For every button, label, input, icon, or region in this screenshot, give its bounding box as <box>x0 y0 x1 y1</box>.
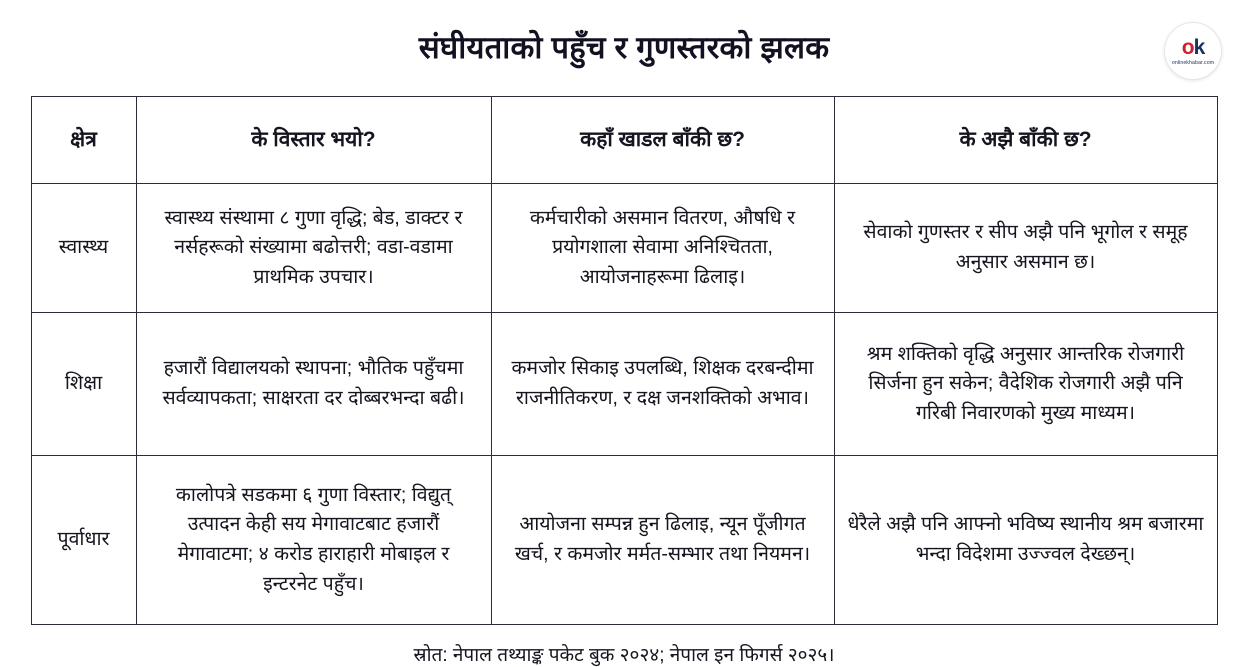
row-label-education: शिक्षा <box>31 313 136 456</box>
cell-health-gap: कर्मचारीको असमान वितरण, औषधि र प्रयोगशाला सेवामा अनिश्चितता, आयोजनाहरूमा ढिलाइ। <box>491 184 834 313</box>
cell-health-expansion: स्वास्थ्य संस्थामा ८ गुणा वृद्धि; बेड, डाक्टर र नर्सहरूको संख्यामा बढोत्तरी; वडा-वडामा प्राथमिक उपचार। <box>136 184 491 313</box>
column-header-sector: क्षेत्र <box>31 97 136 184</box>
row-label-infrastructure: पूर्वाधार <box>31 456 136 625</box>
table-header-row <box>31 97 1217 184</box>
column-header-expansion: के विस्तार भयो? <box>136 97 491 184</box>
table-row <box>31 184 1217 313</box>
comparison-table <box>31 96 1218 625</box>
cell-health-remaining: सेवाको गुणस्तर र सीप अझै पनि भूगोल र समूह अनुसार असमान छ। <box>834 184 1217 313</box>
table-row <box>31 313 1217 456</box>
logo-mark <box>1182 37 1205 58</box>
cell-infrastructure-remaining: धेरैले अझै पनि आफ्नो भविष्य स्थानीय श्रम बजारमा भन्दा विदेशमा उज्ज्वल देख्छन्। <box>834 456 1217 625</box>
column-header-remaining: के अझै बाँकी छ? <box>834 97 1217 184</box>
cell-education-remaining: श्रम शक्तिको वृद्धि अनुसार आन्तरिक रोजगारी सिर्जना हुन सकेन; वैदेशिक रोजगारी अझै पनि गरिबी निवारणको मुख्य माध्यम। <box>834 313 1217 456</box>
cell-education-gap: कमजोर सिकाइ उपलब्धि, शिक्षक दरबन्दीमा राजनीतिकरण, र दक्ष जनशक्तिको अभाव। <box>491 313 834 456</box>
logo-letter-k: k <box>1193 35 1205 59</box>
page-title: संघीयताको पहुँच र गुणस्तरको झलक <box>418 29 830 65</box>
page-header <box>0 0 1248 96</box>
row-label-health: स्वास्थ्य <box>31 184 136 313</box>
cell-infrastructure-gap: आयोजना सम्पन्न हुन ढिलाइ, न्यून पूँजीगत खर्च, र कमजोर मर्मत-सम्भार तथा नियमन। <box>491 456 834 625</box>
table-row <box>31 456 1217 625</box>
logo-subtext: onlinekhabar.com <box>1171 59 1215 66</box>
logo-letter-o: o <box>1181 35 1194 59</box>
source-note: स्रोत: नेपाल तथ्याङ्क पकेट बुक २०२४; नेपाल इन फिगर्स २०२५। <box>413 645 835 666</box>
cell-education-expansion: हजारौं विद्यालयको स्थापना; भौतिक पहुँचमा सर्वव्यापकता; साक्षरता दर दोब्बरभन्दा बढी। <box>136 313 491 456</box>
cell-infrastructure-expansion: कालोपत्रे सडकमा ६ गुणा विस्तार; विद्युत् उत्पादन केही सय मेगावाटबाट हजारौं मेगावाटमा; ४ करोड हाराहारी मोबाइल र इन्टरनेट पहुँच। <box>136 456 491 625</box>
onlinekhabar-logo <box>1164 22 1222 80</box>
column-header-gap: कहाँ खाडल बाँकी छ? <box>491 97 834 184</box>
